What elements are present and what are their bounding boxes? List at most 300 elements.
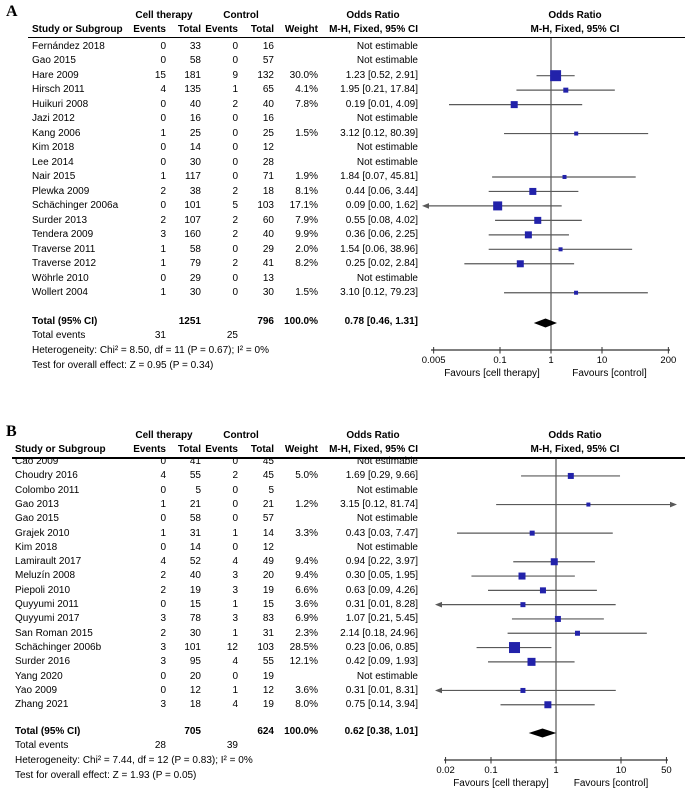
events1-cell: 0 bbox=[160, 541, 166, 553]
events2-cell: 1 bbox=[232, 84, 238, 96]
total2-cell: 12 bbox=[262, 142, 274, 154]
events1-cell: 2 bbox=[160, 570, 166, 582]
events1-cell: 0 bbox=[160, 599, 166, 610]
total2-cell: 29 bbox=[262, 243, 274, 255]
total-label: Total (95% CI) bbox=[32, 316, 98, 327]
plot-subtitle: M-H, Fixed, 95% CI bbox=[530, 444, 620, 455]
weight-column-header: Weight bbox=[284, 444, 318, 455]
total1-cell: 101 bbox=[184, 641, 201, 653]
total2-cell: 18 bbox=[262, 185, 274, 197]
weight-cell: 8.2% bbox=[295, 258, 318, 270]
study-row bbox=[0, 527, 685, 541]
total2-cell: 19 bbox=[262, 699, 274, 711]
events2-cell: 0 bbox=[232, 156, 238, 168]
study-row bbox=[0, 272, 685, 286]
total1-cell: 18 bbox=[189, 699, 201, 711]
odds-ratio-text-cell: 0.19 [0.01, 4.09] bbox=[345, 98, 418, 110]
study-name-cell: Surder 2013 bbox=[32, 214, 88, 226]
events1-cell: 15 bbox=[154, 69, 166, 81]
events2-column-header: Events bbox=[205, 444, 238, 455]
odds-ratio-text-cell: Not estimable bbox=[356, 456, 418, 467]
events2-cell: 2 bbox=[232, 258, 238, 270]
odds-ratio-text-cell: Not estimable bbox=[356, 55, 418, 67]
study-name-cell: Huikuri 2008 bbox=[32, 98, 89, 110]
study-name-cell: Hirsch 2011 bbox=[32, 84, 85, 96]
total1-cell: 30 bbox=[189, 627, 201, 639]
study-name-cell: Gao 2013 bbox=[15, 498, 59, 510]
events1-cell: 2 bbox=[160, 214, 166, 226]
study-name-cell: Cao 2009 bbox=[15, 456, 59, 467]
events2-cell: 0 bbox=[232, 670, 238, 682]
events1-cell: 3 bbox=[160, 656, 166, 668]
total2-cell: 103 bbox=[257, 200, 274, 212]
favours-right-label: Favours [control] bbox=[572, 368, 647, 379]
events1-cell: 0 bbox=[160, 113, 166, 125]
axis-tick-label: 0.1 bbox=[493, 355, 507, 366]
events1-cell: 1 bbox=[160, 171, 166, 183]
total1-column-header: Total bbox=[177, 24, 201, 35]
events1-cell: 0 bbox=[160, 484, 166, 496]
events2-cell: 1 bbox=[232, 599, 238, 610]
events1-cell: 0 bbox=[160, 41, 166, 52]
total2-cell: 12 bbox=[262, 541, 274, 553]
total1-cell: 107 bbox=[184, 214, 201, 226]
group-header-cell-therapy: Cell therapy bbox=[135, 10, 193, 21]
odds-ratio-text-cell: Not estimable bbox=[356, 513, 418, 525]
total2-cell: 65 bbox=[262, 84, 274, 96]
weight-cell: 7.8% bbox=[295, 98, 318, 110]
plot-subtitle: M-H, Fixed, 95% CI bbox=[530, 24, 620, 35]
weight-cell: 1.5% bbox=[295, 286, 318, 298]
events2-cell: 3 bbox=[232, 584, 238, 596]
events2-cell: 0 bbox=[232, 272, 238, 284]
events1-column-header: Events bbox=[133, 444, 166, 455]
total-or-text: 0.78 [0.46, 1.31] bbox=[344, 316, 418, 327]
plot-title: Odds Ratio bbox=[548, 430, 602, 441]
weight-cell: 12.1% bbox=[289, 656, 318, 668]
overall-effect-text: Test for overall effect: Z = 1.93 (P = 0.05) bbox=[15, 769, 197, 781]
events2-cell: 0 bbox=[232, 484, 238, 496]
events1-cell: 3 bbox=[160, 641, 166, 653]
events2-cell: 2 bbox=[232, 98, 238, 110]
events2-cell: 3 bbox=[232, 613, 238, 625]
weight-cell: 3.6% bbox=[295, 684, 318, 696]
total2-cell: 13 bbox=[262, 272, 274, 284]
total2-cell: 55 bbox=[262, 656, 274, 668]
total-total2: 796 bbox=[257, 316, 274, 327]
study-name-cell: Gao 2015 bbox=[32, 55, 76, 67]
events2-cell: 4 bbox=[232, 699, 238, 711]
events2-cell: 0 bbox=[232, 171, 238, 183]
total2-cell: 19 bbox=[262, 584, 274, 596]
total2-cell: 25 bbox=[262, 127, 274, 139]
study-name-cell: Colombo 2011 bbox=[15, 484, 80, 496]
total1-cell: 40 bbox=[189, 570, 201, 582]
odds-ratio-text-cell: 0.36 [0.06, 2.25] bbox=[345, 229, 418, 241]
total1-cell: 14 bbox=[189, 541, 201, 553]
total2-cell: 12 bbox=[262, 684, 274, 696]
axis-tick-label: 0.005 bbox=[421, 355, 446, 366]
total-events2: 39 bbox=[226, 740, 238, 751]
study-row bbox=[0, 98, 685, 112]
events1-cell: 2 bbox=[160, 627, 166, 639]
total2-cell: 20 bbox=[262, 570, 274, 582]
weight-cell: 8.1% bbox=[295, 185, 318, 197]
odds-ratio-text-cell: 3.12 [0.12, 80.39] bbox=[340, 127, 418, 139]
axis-tick-label: 1 bbox=[548, 355, 554, 366]
study-name-cell: Schächinger 2006a bbox=[32, 200, 119, 212]
events2-cell: 1 bbox=[232, 684, 238, 696]
weight-cell: 4.1% bbox=[295, 84, 318, 96]
odds-ratio-text-cell: Not estimable bbox=[356, 142, 418, 154]
total2-cell: 30 bbox=[262, 286, 274, 298]
events2-cell: 1 bbox=[232, 627, 238, 639]
total-or-text: 0.62 [0.38, 1.01] bbox=[344, 726, 418, 737]
total1-cell: 79 bbox=[189, 258, 201, 270]
odds-ratio-text-cell: Not estimable bbox=[356, 272, 418, 284]
total2-cell: 28 bbox=[262, 156, 274, 168]
total2-cell: 40 bbox=[262, 229, 274, 241]
total1-cell: 78 bbox=[189, 613, 201, 625]
events1-cell: 0 bbox=[160, 684, 166, 696]
study-row bbox=[0, 655, 685, 669]
odds-ratio-text-cell: 0.25 [0.02, 2.84] bbox=[345, 258, 418, 270]
study-row bbox=[0, 569, 685, 583]
study-name-cell: Traverse 2011 bbox=[32, 243, 96, 255]
study-row bbox=[0, 498, 685, 512]
events2-cell: 5 bbox=[232, 200, 238, 212]
study-name-cell: Fernández 2018 bbox=[32, 41, 105, 52]
total2-cell: 16 bbox=[262, 113, 274, 125]
study-row bbox=[0, 141, 685, 155]
favours-right-label: Favours [control] bbox=[573, 778, 649, 789]
events1-cell: 1 bbox=[160, 527, 166, 539]
total2-cell: 49 bbox=[262, 556, 274, 568]
odds-ratio-text-cell: 1.69 [0.29, 9.66] bbox=[345, 470, 418, 482]
events2-cell: 4 bbox=[232, 656, 238, 668]
study-row bbox=[0, 112, 685, 126]
study-name-cell: Choudry 2016 bbox=[15, 470, 78, 482]
events2-cell: 2 bbox=[232, 185, 238, 197]
weight-cell: 9.4% bbox=[295, 556, 318, 568]
study-name-cell: Quyyumi 2011 bbox=[15, 599, 79, 610]
total1-cell: 5 bbox=[195, 484, 201, 496]
events2-cell: 0 bbox=[232, 286, 238, 298]
total2-cell: 45 bbox=[262, 470, 274, 482]
study-name-cell: Lee 2014 bbox=[32, 156, 74, 168]
weight-cell: 2.0% bbox=[295, 243, 318, 255]
events1-cell: 3 bbox=[160, 613, 166, 625]
odds-ratio-text-cell: 0.63 [0.09, 4.26] bbox=[345, 584, 418, 596]
events1-cell: 0 bbox=[160, 456, 166, 467]
events2-cell: 0 bbox=[232, 113, 238, 125]
study-name-cell: Nair 2015 bbox=[32, 171, 76, 183]
study-row bbox=[0, 641, 685, 655]
weight-cell: 9.9% bbox=[295, 229, 318, 241]
study-name-cell: Schächinger 2006b bbox=[15, 641, 102, 653]
odds-ratio-text-cell: 0.94 [0.22, 3.97] bbox=[345, 556, 418, 568]
total2-cell: 60 bbox=[262, 214, 274, 226]
weight-cell: 28.5% bbox=[289, 641, 318, 653]
study-name-cell: Piepoli 2010 bbox=[15, 584, 71, 596]
events1-cell: 1 bbox=[160, 243, 166, 255]
weight-column-header: Weight bbox=[284, 24, 318, 35]
total-total1: 705 bbox=[184, 726, 201, 737]
events2-cell: 2 bbox=[232, 229, 238, 241]
odds-ratio-text-cell: Not estimable bbox=[356, 41, 418, 52]
study-name-cell: Kim 2018 bbox=[15, 541, 58, 553]
odds-ratio-text-cell: 1.54 [0.06, 38.96] bbox=[340, 243, 418, 255]
total2-cell: 31 bbox=[262, 627, 274, 639]
events2-cell: 0 bbox=[232, 541, 238, 553]
total2-cell: 5 bbox=[268, 484, 274, 496]
total-total2: 624 bbox=[257, 726, 274, 737]
events1-cell: 2 bbox=[160, 185, 166, 197]
study-row bbox=[0, 555, 685, 569]
total1-cell: 101 bbox=[184, 200, 201, 212]
plot-title: Odds Ratio bbox=[548, 10, 602, 21]
study-name-cell: Yao 2009 bbox=[15, 684, 58, 696]
weight-cell: 30.0% bbox=[289, 69, 318, 81]
axis-tick-label: 10 bbox=[615, 765, 627, 776]
odds-ratio-text-cell: Not estimable bbox=[356, 113, 418, 125]
study-row bbox=[0, 684, 685, 698]
events1-cell: 3 bbox=[160, 699, 166, 711]
odds-ratio-text-cell: 1.95 [0.21, 17.84] bbox=[340, 84, 418, 96]
panel-label: B bbox=[6, 423, 17, 440]
odds-ratio-text-cell: 0.43 [0.03, 7.47] bbox=[345, 527, 418, 539]
events2-cell: 2 bbox=[232, 470, 238, 482]
study-row bbox=[0, 541, 685, 555]
total1-cell: 20 bbox=[189, 670, 201, 682]
study-row bbox=[0, 698, 685, 712]
events1-cell: 0 bbox=[160, 156, 166, 168]
events2-cell: 0 bbox=[232, 55, 238, 67]
odds-ratio-text-cell: 0.23 [0.06, 0.85] bbox=[345, 641, 418, 653]
study-row bbox=[0, 243, 685, 257]
study-name-cell: Wollert 2004 bbox=[32, 286, 88, 298]
events2-cell: 0 bbox=[232, 498, 238, 510]
odds-ratio-text-cell: Not estimable bbox=[356, 156, 418, 168]
favours-left-label: Favours [cell therapy] bbox=[444, 368, 540, 379]
total2-cell: 40 bbox=[262, 98, 274, 110]
study-row bbox=[0, 170, 685, 184]
study-row bbox=[0, 484, 685, 498]
study-row bbox=[0, 199, 685, 213]
study-name-cell: Wöhrle 2010 bbox=[32, 272, 89, 284]
odds-ratio-text-cell: 0.31 [0.01, 8.28] bbox=[345, 599, 418, 610]
events2-cell: 0 bbox=[232, 456, 238, 467]
total1-cell: 135 bbox=[184, 84, 201, 96]
odds-ratio-text-cell: 1.07 [0.21, 5.45] bbox=[345, 613, 418, 625]
events2-cell: 0 bbox=[232, 142, 238, 154]
events2-cell: 0 bbox=[232, 127, 238, 139]
study-row bbox=[0, 83, 685, 97]
events1-cell: 3 bbox=[160, 229, 166, 241]
study-row bbox=[0, 612, 685, 626]
total2-cell: 19 bbox=[262, 670, 274, 682]
study-name-cell: San Roman 2015 bbox=[15, 627, 93, 639]
total-events-label: Total events bbox=[32, 330, 86, 341]
study-row bbox=[0, 156, 685, 170]
total1-cell: 25 bbox=[189, 127, 201, 139]
events2-cell: 2 bbox=[232, 214, 238, 226]
total2-cell: 103 bbox=[257, 641, 274, 653]
total-label: Total (95% CI) bbox=[15, 726, 81, 737]
total2-cell: 16 bbox=[262, 41, 274, 52]
total-events1: 31 bbox=[154, 330, 166, 341]
or-column-title: Odds Ratio bbox=[346, 10, 400, 21]
total-events-row bbox=[0, 330, 685, 344]
study-row bbox=[0, 455, 685, 469]
events2-cell: 0 bbox=[232, 243, 238, 255]
odds-ratio-text-cell: 1.84 [0.07, 45.81] bbox=[340, 171, 418, 183]
events2-cell: 1 bbox=[232, 527, 238, 539]
study-row bbox=[0, 598, 685, 612]
weight-cell: 8.0% bbox=[295, 699, 318, 711]
odds-ratio-text-cell: 0.31 [0.01, 8.31] bbox=[345, 684, 418, 696]
study-name-cell: Yang 2020 bbox=[15, 670, 63, 682]
events1-cell: 0 bbox=[160, 670, 166, 682]
odds-ratio-text-cell: 0.30 [0.05, 1.95] bbox=[345, 570, 418, 582]
total1-cell: 30 bbox=[189, 156, 201, 168]
study-name-cell: Grajek 2010 bbox=[15, 527, 70, 539]
study-row bbox=[0, 469, 685, 483]
study-row bbox=[0, 512, 685, 526]
heterogeneity-text: Heterogeneity: Chi² = 7.44, df = 12 (P = 0.83); I² = 0% bbox=[15, 754, 253, 766]
total2-column-header: Total bbox=[250, 24, 274, 35]
panel-label: A bbox=[6, 3, 18, 20]
study-name-cell: Plewka 2009 bbox=[32, 185, 90, 197]
study-name-cell: Jazi 2012 bbox=[32, 113, 75, 125]
total2-cell: 71 bbox=[262, 171, 274, 183]
study-name-cell: Lamirault 2017 bbox=[15, 556, 82, 568]
events1-cell: 1 bbox=[160, 498, 166, 510]
events1-cell: 0 bbox=[160, 142, 166, 154]
weight-cell: 2.3% bbox=[295, 627, 318, 639]
study-row bbox=[0, 185, 685, 199]
total1-cell: 58 bbox=[189, 55, 201, 67]
weight-cell: 5.0% bbox=[295, 470, 318, 482]
events2-cell: 0 bbox=[232, 41, 238, 52]
events1-cell: 2 bbox=[160, 584, 166, 596]
total1-cell: 19 bbox=[189, 584, 201, 596]
total1-cell: 14 bbox=[189, 142, 201, 154]
weight-cell: 6.6% bbox=[295, 584, 318, 596]
study-name-cell: Traverse 2012 bbox=[32, 258, 97, 270]
study-row bbox=[0, 40, 685, 54]
total2-cell: 41 bbox=[262, 258, 274, 270]
total2-cell: 15 bbox=[262, 599, 274, 610]
total1-cell: 33 bbox=[189, 41, 201, 52]
total2-cell: 21 bbox=[262, 498, 274, 510]
group-header-control: Control bbox=[223, 10, 259, 21]
total1-cell: 40 bbox=[189, 98, 201, 110]
total1-cell: 41 bbox=[189, 456, 201, 467]
total2-cell: 57 bbox=[262, 55, 274, 67]
study-name-cell: Surder 2016 bbox=[15, 656, 71, 668]
heterogeneity-text: Heterogeneity: Chi² = 8.50, df = 11 (P = 0.67); I² = 0% bbox=[32, 344, 269, 356]
events1-cell: 4 bbox=[160, 84, 166, 96]
total1-cell: 21 bbox=[189, 498, 201, 510]
total-row bbox=[0, 726, 685, 740]
group-header-control: Control bbox=[223, 430, 259, 441]
total-weight: 100.0% bbox=[284, 726, 318, 737]
odds-ratio-text-cell: 3.15 [0.12, 81.74] bbox=[340, 498, 418, 510]
total1-cell: 95 bbox=[189, 656, 201, 668]
study-row bbox=[0, 214, 685, 228]
events1-cell: 1 bbox=[160, 286, 166, 298]
events1-cell: 0 bbox=[160, 513, 166, 525]
odds-ratio-text-cell: Not estimable bbox=[356, 484, 418, 496]
study-row bbox=[0, 127, 685, 141]
events2-cell: 0 bbox=[232, 513, 238, 525]
favours-left-label: Favours [cell therapy] bbox=[453, 778, 549, 789]
total-events1: 28 bbox=[154, 740, 166, 751]
study-name-cell: Zhang 2021 bbox=[15, 699, 69, 711]
total1-cell: 30 bbox=[189, 286, 201, 298]
or-ci-column-header: M-H, Fixed, 95% CI bbox=[329, 24, 418, 35]
weight-cell: 7.9% bbox=[295, 214, 318, 226]
odds-ratio-text-cell: 3.10 [0.12, 79.23] bbox=[340, 286, 418, 298]
total-total1: 1251 bbox=[178, 316, 201, 327]
study-row bbox=[0, 69, 685, 83]
study-name-cell: Kang 2006 bbox=[32, 127, 81, 139]
total2-cell: 57 bbox=[262, 513, 274, 525]
or-ci-column-header: M-H, Fixed, 95% CI bbox=[329, 444, 418, 455]
total1-cell: 29 bbox=[189, 272, 201, 284]
weight-cell: 3.6% bbox=[295, 599, 318, 610]
odds-ratio-text-cell: Not estimable bbox=[356, 670, 418, 682]
events1-cell: 0 bbox=[160, 272, 166, 284]
total-row bbox=[0, 316, 685, 330]
total1-cell: 160 bbox=[184, 229, 201, 241]
group-header-cell-therapy: Cell therapy bbox=[135, 430, 193, 441]
events2-cell: 9 bbox=[232, 69, 238, 81]
events1-cell: 1 bbox=[160, 127, 166, 139]
study-name-cell: Meluzín 2008 bbox=[15, 570, 76, 582]
total1-cell: 117 bbox=[185, 171, 201, 183]
total1-cell: 58 bbox=[189, 513, 201, 525]
study-column-header: Study or Subgroup bbox=[32, 24, 123, 35]
total1-cell: 16 bbox=[189, 113, 201, 125]
events1-cell: 0 bbox=[160, 55, 166, 67]
events2-column-header: Events bbox=[205, 24, 238, 35]
total1-column-header: Total bbox=[177, 444, 201, 455]
weight-cell: 1.5% bbox=[295, 127, 318, 139]
weight-cell: 17.1% bbox=[289, 200, 318, 212]
odds-ratio-text-cell: 0.44 [0.06, 3.44] bbox=[345, 185, 418, 197]
total2-cell: 83 bbox=[262, 613, 274, 625]
study-row bbox=[0, 286, 685, 300]
panel-b bbox=[0, 422, 685, 800]
odds-ratio-text-cell: 2.14 [0.18, 24.96] bbox=[340, 627, 418, 639]
events1-column-header: Events bbox=[133, 24, 166, 35]
odds-ratio-text-cell: Not estimable bbox=[356, 541, 418, 553]
weight-cell: 1.9% bbox=[295, 171, 318, 183]
total1-cell: 12 bbox=[189, 684, 201, 696]
events1-cell: 0 bbox=[160, 200, 166, 212]
study-name-cell: Gao 2015 bbox=[15, 513, 59, 525]
total-events2: 25 bbox=[226, 330, 238, 341]
total2-cell: 132 bbox=[257, 69, 274, 81]
study-row bbox=[0, 228, 685, 242]
events2-cell: 4 bbox=[232, 556, 238, 568]
study-column-header: Study or Subgroup bbox=[15, 444, 106, 455]
study-row bbox=[0, 584, 685, 598]
total2-cell: 45 bbox=[262, 456, 274, 467]
weight-cell: 3.3% bbox=[295, 527, 318, 539]
